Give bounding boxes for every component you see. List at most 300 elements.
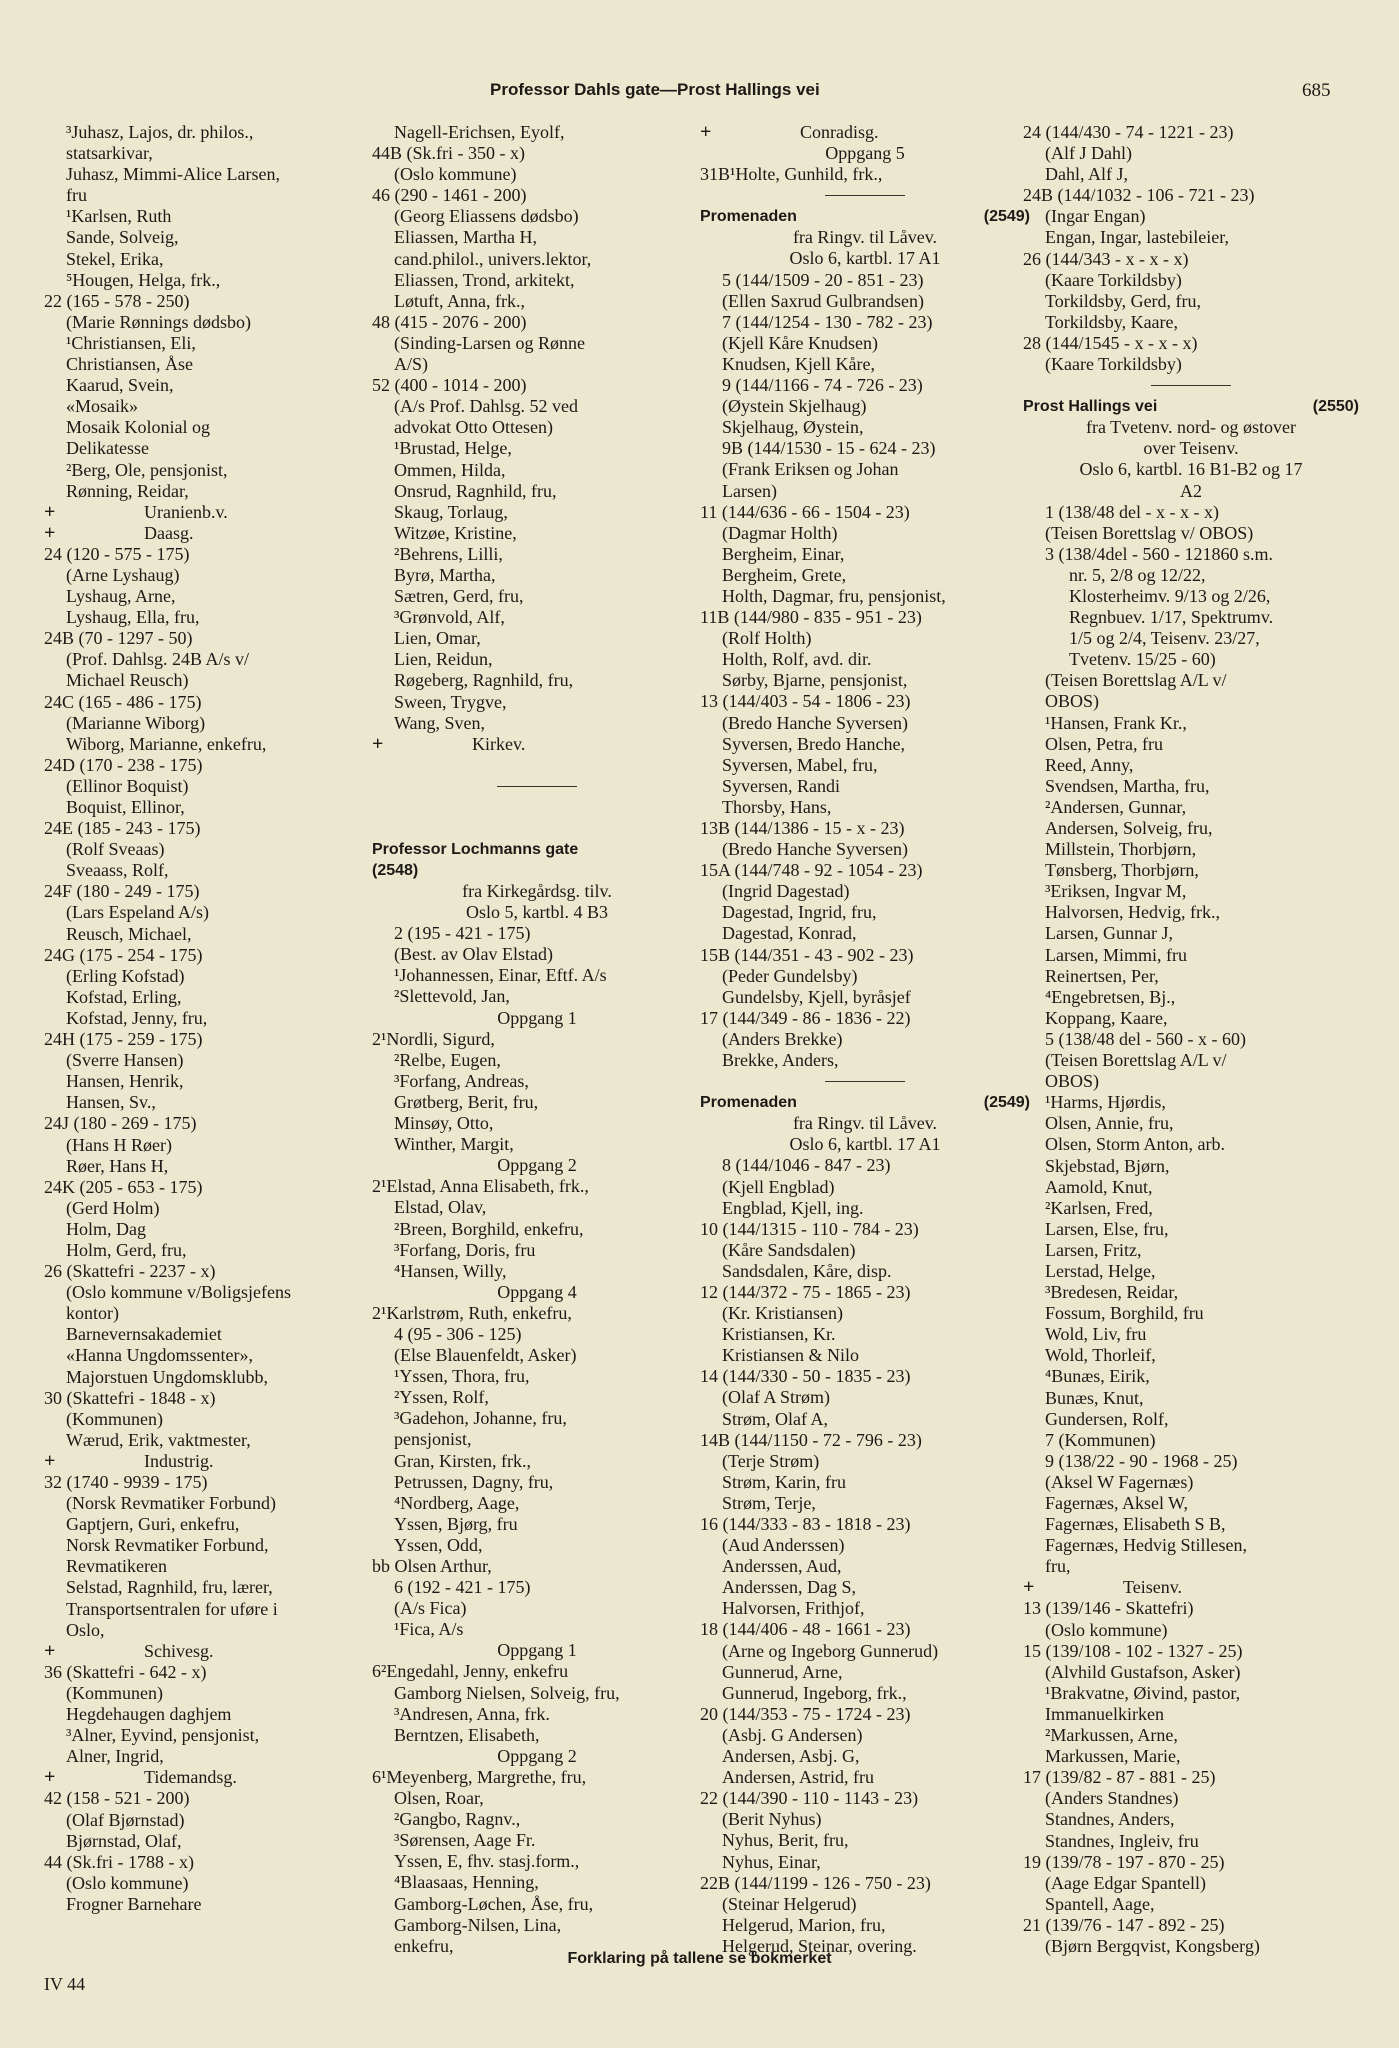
directory-line: fru, — [1045, 1556, 1071, 1577]
directory-line: Engan, Ingar, lastebileier, — [1045, 227, 1229, 248]
directory-line: Lien, Reidun, — [394, 649, 493, 670]
directory-line: (Oslo kommune) — [1045, 1619, 1168, 1640]
directory-line: OBOS) — [1045, 1071, 1100, 1092]
directory-line: (Øystein Skjelhaug) — [722, 396, 867, 417]
directory-line: (Kaare Torkildsby) — [1045, 269, 1182, 290]
directory-line: ³Eriksen, Ingvar M, — [1045, 881, 1187, 902]
directory-line: 26 (Skattefri - 2237 - x) — [44, 1261, 216, 1282]
spacer — [372, 797, 702, 818]
directory-line: (Ellinor Boquist) — [66, 775, 189, 796]
cross-street-label: Uranienb.v. — [144, 501, 228, 522]
directory-line: 6¹Meyenberg, Margrethe, fru, — [372, 1766, 587, 1787]
directory-line: (Ingrid Dagestad) — [722, 881, 850, 902]
cross-street — [1023, 1577, 1359, 1598]
directory-line: ²Breen, Borghild, enkefru, — [394, 1218, 584, 1239]
directory-line: Standnes, Ingleiv, fru — [1045, 1830, 1199, 1851]
directory-line: (Rolf Sveaas) — [66, 839, 165, 860]
section-divider — [700, 1071, 1030, 1092]
directory-line: Oslo 6, kartbl. 16 B1-B2 og 17 — [1079, 459, 1303, 480]
directory-line: 15B (144/351 - 43 - 902 - 23) — [700, 944, 914, 965]
directory-line: 2¹Karlstrøm, Ruth, enkefru, — [372, 1302, 572, 1323]
directory-line: 2¹Nordli, Sigurd, — [372, 1028, 495, 1049]
directory-line: Sween, Trygve, — [394, 691, 507, 712]
directory-line: ¹Brakvatne, Øivind, pastor, — [1045, 1682, 1241, 1703]
directory-line: Olsen, Annie, fru, — [1045, 1113, 1174, 1134]
cross-street — [372, 734, 702, 755]
directory-line: Koppang, Kaare, — [1045, 1007, 1168, 1028]
directory-line: Holm, Gerd, fru, — [66, 1239, 187, 1260]
directory-line: 24K (205 - 653 - 175) — [44, 1176, 203, 1197]
directory-line: enkefru, — [394, 1935, 454, 1956]
directory-line: ¹Yssen, Thora, fru, — [394, 1366, 530, 1387]
directory-line: Immanuelkirken — [1045, 1703, 1164, 1724]
directory-line: (Olaf Bjørnstad) — [66, 1809, 185, 1830]
directory-line: ¹Christiansen, Eli, — [66, 332, 196, 353]
cross-street — [44, 1767, 374, 1788]
directory-line: Gundersen, Rolf, — [1045, 1408, 1169, 1429]
cross-street-label: Teisenv. — [1123, 1577, 1183, 1598]
directory-line: Markussen, Marie, — [1045, 1746, 1181, 1767]
cross-street — [44, 1641, 374, 1662]
directory-line: Winther, Margit, — [394, 1134, 514, 1155]
directory-line: ³Sørensen, Aage Fr. — [394, 1830, 536, 1851]
directory-line: (A/s Fica) — [394, 1598, 467, 1619]
directory-line: ³Gadehon, Johanne, fru, — [394, 1408, 567, 1429]
directory-line: 24J (180 - 269 - 175) — [44, 1113, 197, 1134]
directory-line: 6²Engedahl, Jenny, enkefru — [372, 1661, 569, 1682]
directory-line: Stekel, Erika, — [66, 248, 164, 269]
directory-line: (Frank Eriksen og Johan — [722, 459, 899, 480]
directory-line: 13 (144/403 - 54 - 1806 - 23) — [700, 691, 911, 712]
directory-line: cand.philol., univers.lektor, — [394, 248, 592, 269]
directory-line: Fagernæs, Hedvig Stillesen, — [1045, 1535, 1247, 1556]
directory-line: Olsen, Storm Anton, arb. — [1045, 1134, 1225, 1155]
street-heading — [372, 860, 702, 881]
directory-line: (Oslo kommune) — [66, 1872, 189, 1893]
section-divider — [1023, 375, 1359, 396]
directory-line: 24B (144/1032 - 106 - 721 - 23) — [1023, 185, 1255, 206]
directory-line: ³Juhasz, Lajos, dr. philos., — [66, 122, 254, 142]
directory-line: fra Ringv. til Låvev. — [792, 1113, 938, 1134]
directory-line: Gunnerud, Arne, — [722, 1661, 843, 1682]
directory-line: (Alvhild Gustafson, Asker) — [1045, 1661, 1241, 1682]
directory-line: Larsen, Fritz, — [1045, 1239, 1142, 1260]
page-id: IV 44 — [44, 1974, 86, 1994]
directory-line: (Olaf A Strøm) — [722, 1387, 830, 1408]
directory-line: (Aage Edgar Spantell) — [1045, 1872, 1206, 1893]
directory-line: (Aksel W Fagernæs) — [1045, 1471, 1194, 1492]
directory-line: Hegdehaugen daghjem — [66, 1704, 232, 1725]
column-2 — [372, 122, 702, 1957]
directory-line: Mosaik Kolonial og — [66, 417, 210, 438]
directory-line: ¹Harms, Hjørdis, — [1045, 1092, 1166, 1113]
cross-street-label: Schivesg. — [144, 1640, 214, 1661]
directory-line: advokat Otto Ottesen) — [394, 417, 553, 438]
directory-line: 36 (Skattefri - 642 - x) — [44, 1661, 207, 1682]
directory-line: (Erling Kofstad) — [66, 965, 185, 986]
street-name: (2548) — [372, 861, 419, 879]
directory-line: Gamborg-Nilsen, Lina, — [394, 1914, 562, 1935]
directory-line: Larsen, Mimmi, fru — [1045, 944, 1187, 965]
directory-line: ¹Fica, A/s — [394, 1619, 464, 1640]
directory-line: ²Slettevold, Jan, — [394, 986, 510, 1007]
page-number: 685 — [1302, 80, 1331, 101]
directory-line: ⁴Engebretsen, Bj., — [1045, 986, 1176, 1007]
directory-line: (Arne Lyshaug) — [66, 564, 180, 585]
directory-line: (Rolf Holth) — [722, 628, 812, 649]
directory-line: (Hans H Røer) — [66, 1134, 172, 1155]
column-1 — [44, 122, 374, 1915]
directory-line: Lien, Omar, — [394, 628, 481, 649]
directory-line: over Teisenv. — [1143, 438, 1239, 459]
directory-line: 1/5 og 2/4, Teisenv. 23/27, — [1069, 628, 1260, 649]
directory-line: kontor) — [66, 1303, 119, 1324]
directory-line: (Steinar Helgerud) — [722, 1893, 857, 1914]
directory-line: Engblad, Kjell, ing. — [722, 1197, 864, 1218]
directory-line: Lyshaug, Arne, — [66, 586, 176, 607]
directory-line: Andersen, Solveig, fru, — [1045, 818, 1213, 838]
directory-line: (Oslo kommune) — [394, 164, 517, 185]
directory-line: nr. 5, 2/8 og 12/22, — [1069, 564, 1206, 585]
directory-line: Sørby, Bjarne, pensjonist, — [722, 670, 908, 691]
directory-line: 21 (139/76 - 147 - 892 - 25) — [1023, 1914, 1225, 1935]
directory-line: Holth, Rolf, avd. dir. — [722, 649, 872, 670]
directory-line: (Prof. Dahlsg. 24B A/s v/ — [66, 649, 250, 670]
directory-line: Oppgang 5 — [825, 143, 905, 164]
directory-line: ³Grønvold, Alf, — [394, 607, 505, 628]
directory-line: (Kjell Engblad) — [722, 1176, 835, 1197]
cross-street — [44, 502, 374, 523]
street-code: (2549) — [983, 208, 1030, 226]
directory-line: Delikatesse — [66, 438, 149, 459]
directory-line: Oppgang 1 — [497, 1007, 577, 1028]
directory-line: Dagestad, Ingrid, fru, — [722, 902, 877, 923]
directory-line: Witzøe, Kristine, — [394, 522, 517, 543]
directory-line: 11B (144/980 - 835 - 951 - 23) — [700, 607, 922, 628]
page-title: Professor Dahls gate—Prost Hallings vei — [490, 80, 820, 99]
directory-line: (Kommunen) — [66, 1682, 163, 1703]
directory-line: Onsrud, Ragnhild, fru, — [394, 480, 557, 501]
street-heading — [700, 206, 1030, 227]
directory-line: Boquist, Ellinor, — [66, 797, 185, 817]
directory-line: 3 (138/4del - 560 - 121860 s.m. — [1045, 543, 1273, 564]
directory-line: Byrø, Martha, — [394, 564, 496, 585]
directory-line: Lerstad, Helge, — [1045, 1260, 1156, 1281]
directory-line: 11 (144/636 - 66 - 1504 - 23) — [700, 501, 910, 522]
directory-line: (Marianne Wiborg) — [66, 712, 206, 733]
directory-line: (Teisen Borettslag A/L v/ — [1045, 670, 1227, 691]
directory-line: Fossum, Borghild, fru — [1045, 1303, 1204, 1324]
directory-line: 10 (144/1315 - 110 - 784 - 23) — [700, 1218, 919, 1239]
directory-line: 1 (138/48 del - x - x - x) — [1045, 501, 1219, 522]
directory-line: Strøm, Olaf A, — [722, 1408, 828, 1429]
directory-line: 24B (70 - 1297 - 50) — [44, 628, 193, 649]
directory-line: Andersen, Asbj. G, — [722, 1746, 860, 1767]
cross-street — [44, 523, 374, 544]
directory-line: (Kr. Kristiansen) — [722, 1303, 843, 1324]
directory-line: Andersen, Astrid, fru — [722, 1767, 874, 1788]
cross-street-label: Daasg. — [144, 522, 194, 543]
street-heading — [700, 1092, 1030, 1113]
column-3 — [700, 122, 1030, 1957]
directory-line: Wold, Liv, fru — [1045, 1324, 1147, 1345]
directory-line: Syversen, Randi — [722, 775, 840, 796]
cross-street-icon: + — [1023, 1577, 1035, 1599]
cross-street — [700, 122, 1030, 143]
directory-line: 22 (144/390 - 110 - 1143 - 23) — [700, 1788, 919, 1809]
directory-line: Kofstad, Jenny, fru, — [66, 1007, 208, 1028]
directory-line: 24C (165 - 486 - 175) — [44, 691, 202, 712]
directory-line: (Marie Rønnings dødsbo) — [66, 311, 251, 332]
directory-line: Juhasz, Mimmi-Alice Larsen, — [66, 164, 280, 185]
directory-line: Skaug, Torlaug, — [394, 501, 508, 522]
directory-line: ⁴Blaasaas, Henning, — [394, 1872, 539, 1893]
directory-line: ³Alner, Eyvind, pensjonist, — [66, 1725, 260, 1746]
directory-line: Oslo 6, kartbl. 17 A1 — [789, 248, 941, 269]
directory-line: Strøm, Karin, fru — [722, 1471, 846, 1492]
directory-line: Syversen, Mabel, fru, — [722, 754, 878, 775]
directory-line: Bergheim, Grete, — [722, 564, 847, 585]
directory-line: ⁴Nordberg, Aage, — [394, 1492, 520, 1513]
directory-line: (Bjørn Bergqvist, Kongsberg) — [1045, 1935, 1260, 1956]
cross-street-label: Tidemandsg. — [144, 1767, 237, 1788]
directory-line: (Bredo Hanche Syversen) — [722, 839, 908, 860]
directory-line: Michael Reusch) — [66, 670, 189, 691]
directory-line: Petrussen, Dagny, fru, — [394, 1471, 554, 1492]
directory-line: Knudsen, Kjell Kåre, — [722, 353, 875, 374]
directory-line: ²Relbe, Eugen, — [394, 1049, 501, 1070]
directory-line: 7 (Kommunen) — [1045, 1429, 1156, 1450]
directory-line: Aamold, Knut, — [1045, 1176, 1153, 1197]
directory-line: bb Olsen Arthur, — [372, 1556, 492, 1576]
spacer — [372, 818, 702, 839]
directory-line: ²Yssen, Rolf, — [394, 1387, 489, 1408]
directory-line: Gamborg Nielsen, Solveig, fru, — [394, 1682, 620, 1703]
directory-line: Christiansen, Åse — [66, 354, 193, 375]
directory-line: (Dagmar Holth) — [722, 522, 838, 543]
directory-line: ²Berg, Ole, pensjonist, — [66, 459, 228, 480]
directory-line: 42 (158 - 521 - 200) — [44, 1788, 190, 1809]
directory-line: Thorsby, Hans, — [722, 796, 832, 817]
column-4 — [1023, 122, 1359, 1957]
directory-line: Holth, Dagmar, fru, pensjonist, — [722, 585, 946, 606]
directory-line: 48 (415 - 2076 - 200) — [372, 311, 527, 332]
directory-line: 20 (144/353 - 75 - 1724 - 23) — [700, 1703, 911, 1724]
cross-street-icon: + — [372, 733, 384, 755]
cross-street-label: Industrig. — [144, 1450, 214, 1471]
directory-line: 15A (144/748 - 92 - 1054 - 23) — [700, 860, 923, 881]
directory-line: ⁴Hansen, Willy, — [394, 1260, 507, 1281]
directory-line: ¹Brustad, Helge, — [394, 438, 512, 459]
directory-line: Nyhus, Berit, fru, — [722, 1830, 849, 1851]
directory-line: Halvorsen, Frithjof, — [722, 1598, 865, 1619]
directory-line: Yssen, E, fhv. stasj.form., — [394, 1851, 580, 1872]
directory-line: fra Tvetenv. nord- og østover — [1086, 417, 1296, 438]
directory-line: Elstad, Olav, — [394, 1197, 487, 1218]
directory-line: (Oslo kommune v/Boligsjefens — [66, 1282, 291, 1303]
directory-line: 5 (144/1509 - 20 - 851 - 23) — [722, 269, 924, 290]
directory-line: (Sinding-Larsen og Rønne — [394, 332, 585, 353]
directory-line: 24E (185 - 243 - 175) — [44, 818, 201, 839]
directory-line: (Georg Eliassens dødsbo) — [394, 206, 579, 227]
directory-line: Skjelhaug, Øystein, — [722, 417, 864, 438]
street-name: Professor Lochmanns gate — [372, 840, 579, 858]
directory-line: Oslo 6, kartbl. 17 A1 — [789, 1134, 941, 1155]
directory-line: pensjonist, — [394, 1429, 472, 1450]
directory-line: Helgerud, Steinar, overing. — [722, 1935, 917, 1956]
directory-line: 18 (144/406 - 48 - 1661 - 23) — [700, 1619, 911, 1640]
directory-line: Torkildsby, Kaare, — [1045, 311, 1179, 332]
directory-line: (Aud Anderssen) — [722, 1535, 845, 1556]
street-code: (2549) — [983, 1094, 1030, 1112]
directory-line: Hansen, Henrik, — [66, 1071, 184, 1092]
directory-line: Bjørnstad, Olaf, — [66, 1830, 182, 1851]
street-heading — [372, 839, 702, 860]
directory-line: (Else Blauenfeldt, Asker) — [394, 1345, 577, 1366]
directory-line: Fagernæs, Elisabeth S B, — [1045, 1514, 1226, 1535]
directory-line: Dahl, Alf J, — [1045, 164, 1128, 185]
directory-line: Skjebstad, Bjørn, — [1045, 1155, 1170, 1176]
directory-line: 24D (170 - 238 - 175) — [44, 754, 203, 775]
directory-line: (Berit Nyhus) — [722, 1809, 822, 1830]
directory-line: 5 (138/48 del - 560 - x - 60) — [1045, 1028, 1246, 1049]
directory-line: (Anders Brekke) — [722, 1028, 843, 1049]
directory-line: Larsen) — [722, 480, 777, 501]
directory-line: Regnbuev. 1/17, Spektrumv. — [1069, 607, 1274, 628]
directory-line: 2¹Elstad, Anna Elisabeth, frk., — [372, 1176, 589, 1197]
directory-line: (Teisen Borettslag A/L v/ — [1045, 1050, 1227, 1071]
directory-line: 15 (139/108 - 102 - 1327 - 25) — [1023, 1640, 1243, 1661]
directory-line: 7 (144/1254 - 130 - 782 - 23) — [722, 311, 933, 332]
directory-line: Oppgang 1 — [497, 1640, 577, 1661]
directory-line: (Peder Gundelsby) — [722, 965, 858, 986]
directory-line: Oslo, — [66, 1619, 105, 1640]
directory-line: Røgeberg, Ragnhild, fru, — [394, 670, 574, 691]
directory-line: Lyshaug, Ella, fru, — [66, 607, 200, 628]
directory-line: 9B (144/1530 - 15 - 624 - 23) — [722, 438, 936, 459]
directory-line: Anderssen, Dag S, — [722, 1577, 856, 1598]
directory-line: Fagernæs, Aksel W, — [1045, 1493, 1189, 1513]
directory-line: 26 (144/343 - x - x - x) — [1023, 248, 1189, 269]
directory-line: (Kåre Sandsdalen) — [722, 1239, 856, 1260]
directory-line: Tønsberg, Thorbjørn, — [1045, 860, 1199, 881]
directory-line: Reusch, Michael, — [66, 923, 192, 944]
directory-line: Syversen, Bredo Hanche, — [722, 733, 905, 754]
directory-line: (Sverre Hansen) — [66, 1050, 184, 1071]
directory-line: ¹Johannessen, Einar, Eftf. A/s — [394, 965, 607, 986]
directory-line: Kofstad, Erling, — [66, 986, 182, 1007]
cross-street-icon: + — [44, 1450, 56, 1472]
directory-line: 6 (192 - 421 - 175) — [394, 1577, 531, 1598]
street-name: Prost Hallings vei — [1023, 398, 1158, 416]
directory-line: (Ingar Engan) — [1045, 206, 1146, 227]
directory-line: Brekke, Anders, — [722, 1050, 839, 1071]
directory-line: (Asbj. G Andersen) — [722, 1724, 863, 1745]
directory-line: Sætren, Gerd, fru, — [394, 586, 524, 607]
directory-line: statsarkivar, — [66, 143, 153, 164]
directory-line: Larsen, Else, fru, — [1045, 1218, 1169, 1239]
directory-line: Sveaass, Rolf, — [66, 860, 169, 881]
directory-line: (Best. av Olav Elstad) — [394, 944, 553, 965]
directory-line: Rønning, Reidar, — [66, 480, 189, 501]
directory-line: ²Markussen, Arne, — [1045, 1725, 1178, 1746]
directory-line: Ommen, Hilda, — [394, 459, 506, 480]
section-divider — [700, 185, 1030, 206]
directory-line: Svendsen, Martha, fru, — [1045, 775, 1210, 796]
directory-line: Bunæs, Knut, — [1045, 1387, 1144, 1408]
directory-line: Yssen, Bjørg, fru — [394, 1513, 518, 1534]
directory-line: Spantell, Aage, — [1045, 1893, 1155, 1914]
directory-line: (Gerd Holm) — [66, 1197, 160, 1218]
directory-line: (Norsk Revmatiker Forbund) — [66, 1493, 276, 1514]
directory-line: 17 (144/349 - 86 - 1836 - 22) — [700, 1007, 911, 1028]
directory-line: A2 — [1180, 480, 1202, 501]
directory-line: Olsen, Roar, — [394, 1788, 484, 1809]
cross-street-icon: + — [44, 522, 56, 544]
street-name: Promenaden — [700, 208, 797, 226]
directory-line: (Alf J Dahl) — [1045, 143, 1132, 164]
directory-line: 28 (144/1545 - x - x - x) — [1023, 332, 1198, 353]
directory-line: OBOS) — [1045, 691, 1100, 712]
directory-line: Løtuft, Anna, frk., — [394, 290, 525, 311]
directory-line: 17 (139/82 - 87 - 881 - 25) — [1023, 1767, 1216, 1788]
directory-line: 44 (Sk.fri - 1788 - x) — [44, 1851, 194, 1872]
directory-line: ³Andresen, Anna, frk. — [394, 1703, 550, 1724]
directory-line: Eliassen, Martha H, — [394, 227, 537, 248]
directory-line: Transportsentralen for uføre i — [66, 1598, 278, 1619]
directory-line: Holm, Dag — [66, 1218, 146, 1239]
directory-line: Gunnerud, Ingeborg, frk., — [722, 1682, 907, 1703]
directory-line: Barnevernsakademiet — [66, 1324, 222, 1345]
directory-line: A/S) — [394, 354, 429, 375]
directory-line: ²Behrens, Lilli, — [394, 543, 503, 564]
directory-line: ²Gangbo, Ragnv., — [394, 1809, 521, 1830]
directory-line: Sandsdalen, Kåre, disp. — [722, 1260, 892, 1281]
directory-line: «Mosaik» — [66, 396, 138, 417]
footer-note: Forklaring på tallene se bokmerket — [567, 1950, 832, 1967]
directory-line: Frogner Barnehare — [66, 1893, 202, 1914]
directory-line: Røer, Hans H, — [66, 1155, 169, 1176]
directory-line: Reinertsen, Per, — [1045, 965, 1159, 986]
directory-line: ²Karlsen, Fred, — [1045, 1197, 1153, 1218]
directory-line: Nyhus, Einar, — [722, 1851, 821, 1872]
directory-line: Grøtberg, Berit, fru, — [394, 1091, 539, 1112]
directory-line: 16 (144/333 - 83 - 1818 - 23) — [700, 1514, 911, 1534]
directory-line: (A/s Prof. Dahlsg. 52 ved — [394, 396, 578, 417]
directory-line: (Lars Espeland A/s) — [66, 902, 209, 923]
directory-line: Millstein, Thorbjørn, — [1045, 839, 1197, 860]
directory-line: Wold, Thorleif, — [1045, 1345, 1156, 1366]
directory-line: Norsk Revmatiker Forbund, — [66, 1535, 269, 1556]
directory-line: «Hanna Ungdomssenter», — [66, 1345, 253, 1366]
directory-line: 24 (120 - 575 - 175) — [44, 543, 190, 564]
cross-street-icon: + — [44, 1640, 56, 1662]
directory-line: Klosterheimv. 9/13 og 2/26, — [1069, 585, 1271, 606]
directory-line: 24H (175 - 259 - 175) — [44, 1029, 203, 1050]
directory-line: ³Forfang, Doris, fru — [394, 1239, 536, 1260]
directory-line: ¹Hansen, Frank Kr., — [1045, 712, 1187, 733]
directory-line: Kaarud, Svein, — [66, 375, 174, 396]
directory-line: (Bredo Hanche Syversen) — [722, 712, 908, 733]
directory-line: (Arne og Ingeborg Gunnerud) — [722, 1640, 939, 1661]
directory-line: Sande, Solveig, — [66, 227, 179, 248]
directory-line: (Anders Standnes) — [1045, 1788, 1179, 1809]
directory-line: (Kaare Torkildsby) — [1045, 354, 1182, 375]
directory-line: 32 (1740 - 9939 - 175) — [44, 1472, 208, 1492]
directory-line: Hansen, Sv., — [66, 1092, 156, 1113]
directory-line: Oppgang 2 — [497, 1745, 577, 1766]
directory-line: 46 (290 - 1461 - 200) — [372, 185, 527, 206]
